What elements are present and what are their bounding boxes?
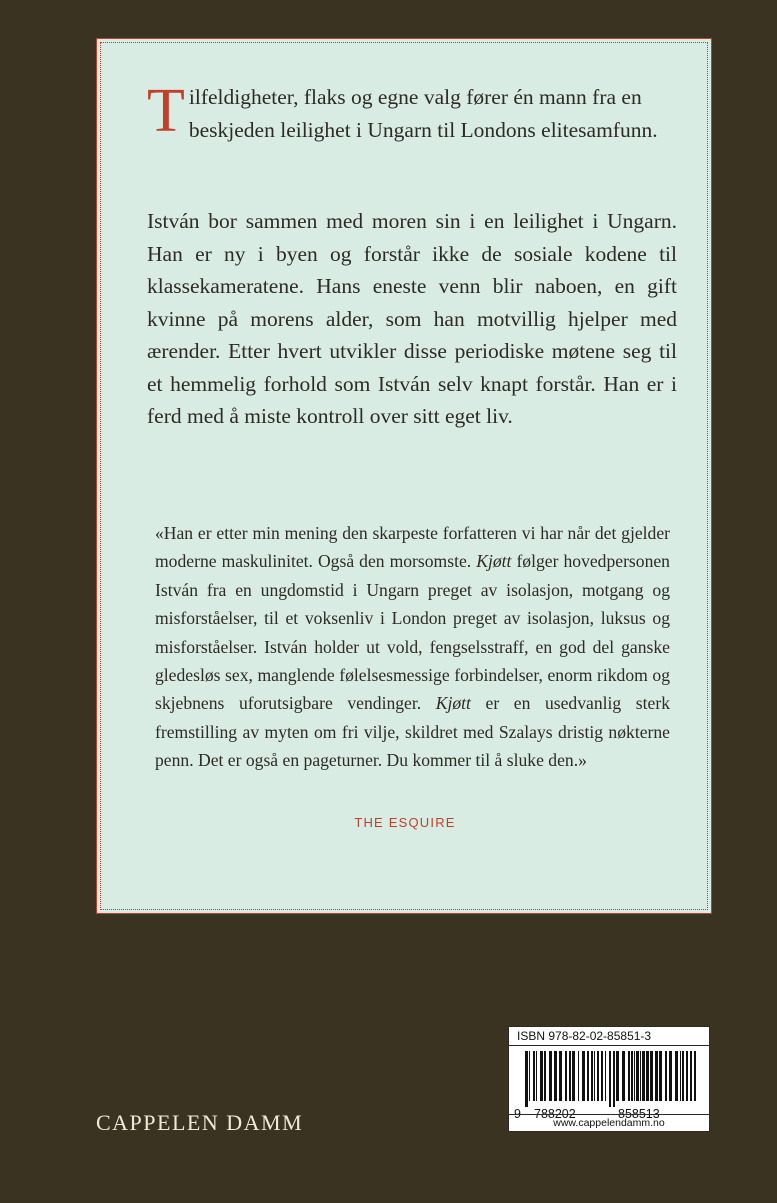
barcode-bar [582, 1051, 585, 1101]
barcode-bar [569, 1051, 571, 1101]
barcode-bar [669, 1051, 672, 1101]
barcode-bar [613, 1051, 615, 1107]
barcode-digit-prefix: 9 [514, 1107, 521, 1121]
barcode-bar [597, 1051, 599, 1101]
barcode-digits-left: 788202 [534, 1107, 576, 1121]
barcode-bar [682, 1051, 684, 1101]
barcode-bar [622, 1051, 625, 1101]
barcode-bar [616, 1051, 619, 1101]
barcode-digits-right: 858513 [618, 1107, 660, 1121]
synopsis-paragraph: István bor sammen med moren sin i en leilighet i Ungarn. Han er ny i byen og forstår ikke de sosiale kodene til klassekameratene. Hans eneste venn blir naboen, en gift kvinne på morens alder, som han motvillig hjelper med ærender. Etter hvert utvikler disse periodiske møtene seg til et hemmelig forhold som István selv knapt forstår. Han er i ferd med å miste kontroll over sitt eget liv. [147, 209, 677, 428]
barcode-bar [646, 1051, 649, 1101]
barcode-bar [640, 1051, 641, 1101]
barcode-bar [572, 1051, 575, 1101]
quote-source: THE ESQUIRE [354, 815, 456, 830]
barcode-bar [628, 1051, 630, 1101]
quote-text-3: er en usedvanlig sterk fremstilling av myten om fri vilje, skildret med Szalays dristig nøkterne penn. Det er også en pageturner. Du kommer til å sluke den.» [155, 693, 670, 771]
barcode-bar [533, 1051, 535, 1101]
publisher-logo: CAPPELEN DAMM [96, 1110, 304, 1135]
barcode-bar [525, 1051, 528, 1107]
quote-text-1: «Han er etter min mening den skarpeste forfatteren vi har når det gjelder moderne maskulinitet. Også den morsomste. [155, 523, 670, 572]
barcode-bar [540, 1051, 543, 1101]
barcode-bar [659, 1051, 662, 1101]
blurb-panel [96, 38, 712, 914]
intro-paragraph [147, 77, 677, 147]
intro-text: ilfeldigheter, flaks og egne valg fører én mann fra en beskjeden leilighet i Ungarn til Londons elitesamfunn. [188, 85, 658, 142]
barcode-image [523, 1051, 701, 1107]
barcode-bar [594, 1051, 595, 1101]
barcode-bar [690, 1051, 692, 1101]
barcode-bar [675, 1051, 678, 1101]
barcode-bar [587, 1051, 589, 1101]
barcode-bar [686, 1051, 688, 1101]
barcode-bar [650, 1051, 653, 1101]
barcode-bar [578, 1051, 579, 1101]
barcode-bar [665, 1051, 667, 1101]
barcode-bar [529, 1051, 530, 1101]
barcode-bar [549, 1051, 552, 1101]
barcode-bar [655, 1051, 658, 1101]
barcode-bar [694, 1051, 696, 1101]
book-title-italic: Kjøtt [435, 693, 471, 714]
publisher-url: www.cappelendamm.no [509, 1114, 709, 1131]
isbn-number: ISBN 978-82-02-85851-3 [509, 1027, 709, 1046]
quote-text-2: følger hovedpersonen István fra en ungdomstid i Ungarn preget av isolasjon, motgang og misforståelser, til et voksenliv i London preget av isolasjon, luksus og misforståelser. István holder ut vold, fengselsstraff, en god del ganske gledesløs sex, manglende følelsesmessige forbindelser, enorm rikdom og skjebnens uforutsigbare vendinger. [155, 551, 670, 714]
barcode-bar [601, 1051, 603, 1101]
barcode-bar [642, 1051, 645, 1101]
book-title-italic: Kjøtt [476, 551, 512, 572]
barcode-bar [565, 1051, 567, 1101]
barcode-bar [559, 1051, 562, 1101]
drop-cap: T [147, 77, 185, 145]
barcode-bar [544, 1051, 546, 1101]
barcode-bar [609, 1051, 611, 1107]
barcode-bar [636, 1051, 639, 1101]
barcode-bar [554, 1051, 557, 1101]
barcode-bar [591, 1051, 593, 1101]
isbn-barcode-box [508, 1026, 710, 1132]
barcode-bar [536, 1051, 537, 1101]
barcode-bar [605, 1051, 606, 1101]
review-quote [155, 519, 670, 775]
barcode-bar [631, 1051, 633, 1101]
barcode-bar [634, 1051, 635, 1101]
barcode-bar [680, 1051, 681, 1101]
